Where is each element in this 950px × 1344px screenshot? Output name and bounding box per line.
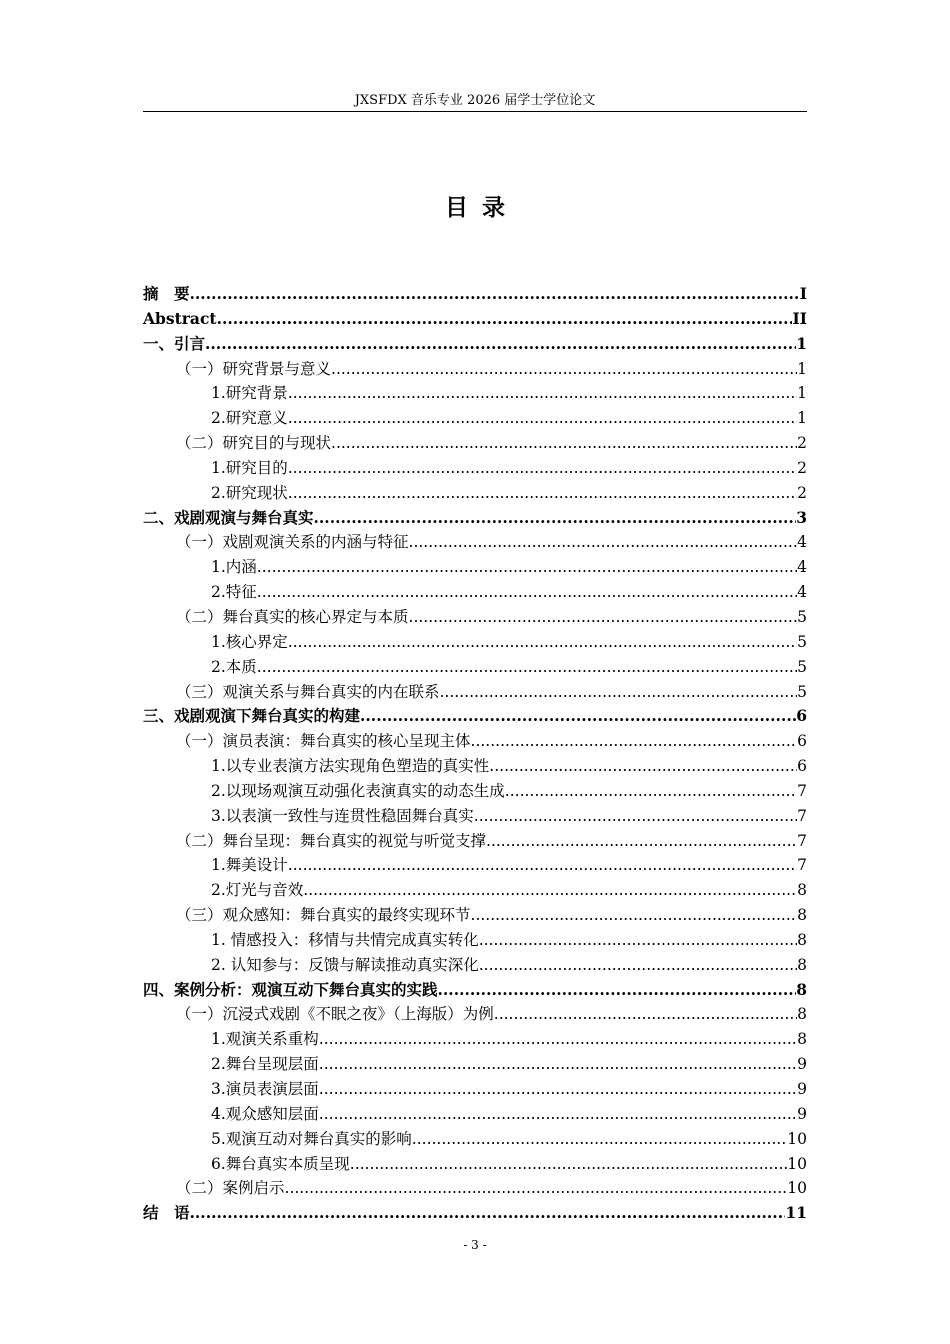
toc-page-number: 10 — [787, 1154, 807, 1173]
toc-dot-leader — [217, 307, 793, 332]
toc-dot-leader — [319, 1052, 797, 1077]
toc-entry[interactable] — [143, 357, 807, 382]
toc-dot-leader — [303, 878, 797, 903]
toc-entry[interactable] — [143, 729, 807, 754]
toc-entry[interactable] — [143, 1127, 807, 1152]
toc-entry[interactable] — [143, 1052, 807, 1077]
toc-page-number: 1 — [796, 333, 807, 353]
toc-entry-text: 3.演员表演层面 — [211, 1080, 319, 1098]
toc-entry-text: 2.研究意义 — [211, 409, 288, 428]
toc-page-number: 2 — [797, 483, 807, 502]
toc-entry[interactable] — [143, 1201, 807, 1226]
toc-entry-text: 摘 要 — [143, 284, 190, 303]
toc-page-number: 6 — [797, 757, 807, 776]
toc-dot-leader — [471, 729, 798, 754]
toc-entry-text: 2. 认知参与：反馈与解读推动真实深化 — [211, 955, 479, 974]
toc-dot-leader — [190, 282, 800, 307]
toc-entry-text: 2.研究现状 — [211, 483, 288, 502]
toc-page-number: 9 — [797, 1055, 807, 1074]
toc-entry-text: 1. 情感投入：移情与共情完成真实转化 — [211, 930, 479, 949]
toc-entry-text: 一、引言 — [143, 333, 206, 353]
toc-entry[interactable] — [143, 530, 807, 555]
toc-entry[interactable] — [143, 605, 807, 630]
toc-entry-text: （一）演员表演：舞台真实的核心呈现主体 — [176, 732, 471, 751]
toc-dot-leader — [474, 804, 797, 829]
toc-page-number: 9 — [797, 1080, 807, 1098]
toc-dot-leader — [479, 928, 797, 953]
toc-dot-leader — [288, 456, 797, 481]
toc-page-number: 1 — [797, 384, 807, 403]
toc-entry-text: 1.舞美设计 — [211, 856, 288, 875]
toc-entry[interactable] — [143, 704, 807, 729]
toc-entry-text: Abstract — [143, 308, 217, 328]
toc-page-number: 4 — [797, 583, 807, 602]
toc-entry[interactable] — [143, 878, 807, 903]
toc-entry[interactable] — [143, 580, 807, 605]
toc-entry[interactable] — [143, 630, 807, 655]
toc-page-number: 10 — [787, 1179, 807, 1198]
toc-dot-leader — [257, 580, 797, 605]
toc-dot-leader — [257, 655, 797, 680]
toc-entry[interactable] — [143, 1176, 807, 1201]
toc-entry[interactable] — [143, 1152, 807, 1177]
toc-page-number: 7 — [797, 781, 807, 800]
toc-page-number: 11 — [785, 1203, 807, 1223]
toc-entry-text: （一）研究背景与意义 — [176, 359, 332, 378]
toc-entry-text: 2.本质 — [211, 657, 257, 676]
toc-entry[interactable] — [143, 804, 807, 829]
toc-page-number: II — [792, 308, 807, 328]
page-header — [143, 93, 807, 112]
toc-page-number: 7 — [797, 856, 807, 875]
toc-dot-leader — [331, 357, 797, 382]
toc-entry-text: （二）研究目的与现状 — [176, 434, 332, 453]
toc-entry-text: 三、戏剧观演下舞台真实的构建 — [143, 706, 361, 726]
toc-entry[interactable] — [143, 928, 807, 953]
toc-page-number: 8 — [797, 881, 807, 900]
toc-dot-leader — [486, 829, 797, 854]
toc-page-number: 8 — [797, 930, 807, 949]
toc-entry-text: （二）舞台呈现：舞台真实的视觉与听觉支撑 — [176, 831, 487, 850]
toc-page-number: I — [799, 284, 807, 303]
toc-page-number: 1 — [797, 409, 807, 428]
toc-dot-leader — [257, 555, 797, 580]
toc-entry-text: 四、案例分析：观演互动下舞台真实的实践 — [143, 979, 438, 999]
toc-entry-text: 3.以表演一致性与连贯性稳固舞台真实 — [211, 806, 474, 825]
toc-page-number: 4 — [797, 533, 807, 552]
toc-entry[interactable] — [143, 431, 807, 456]
toc-page-number: 2 — [797, 434, 807, 453]
toc-dot-leader — [288, 853, 797, 878]
toc-entry[interactable] — [143, 481, 807, 506]
toc-entry-text: 结 语 — [143, 1203, 190, 1223]
toc-page-number: 8 — [797, 1005, 807, 1024]
toc-dot-leader — [440, 680, 798, 705]
page-footer — [0, 1237, 950, 1253]
toc-entry[interactable] — [143, 1002, 807, 1027]
toc-page-number: 7 — [797, 831, 807, 850]
toc-dot-leader — [350, 1152, 787, 1177]
toc-dot-leader — [360, 704, 796, 729]
toc-entry-text: 1.内涵 — [211, 558, 257, 577]
toc-entry-text: 4.观众感知层面 — [211, 1104, 319, 1123]
toc-entry-text: 1.观演关系重构 — [211, 1030, 319, 1049]
toc-entry[interactable] — [143, 978, 807, 1003]
toc-page-number: 9 — [797, 1104, 807, 1123]
toc-page-number: 7 — [797, 806, 807, 825]
toc-entry[interactable] — [143, 1077, 807, 1102]
toc-entry[interactable] — [143, 555, 807, 580]
toc-entry[interactable] — [143, 456, 807, 481]
toc-dot-leader — [288, 481, 797, 506]
toc-entry-text: （三）观演关系与舞台真实的内在联系 — [176, 682, 440, 701]
toc-dot-leader — [190, 1201, 786, 1226]
toc-page-number: 6 — [797, 732, 807, 751]
toc-entry-text: 1.研究背景 — [211, 384, 288, 403]
toc-page-number: 2 — [797, 458, 807, 477]
toc-entry[interactable] — [143, 1102, 807, 1127]
toc-title: 目录 — [445, 195, 519, 221]
toc-page-number: 5 — [797, 657, 807, 676]
toc-entry[interactable] — [143, 381, 807, 406]
toc-dot-leader — [314, 506, 797, 531]
toc-entry[interactable] — [143, 829, 807, 854]
toc-entry-text: 1.以专业表演方法实现角色塑造的真实性 — [211, 757, 490, 776]
toc-dot-leader — [319, 1102, 797, 1127]
toc-entry[interactable] — [143, 953, 807, 978]
toc-entry[interactable] — [143, 779, 807, 804]
toc-entry[interactable] — [143, 282, 807, 307]
toc-entry[interactable] — [143, 853, 807, 878]
toc-page-number: 5 — [797, 632, 807, 651]
toc-dot-leader — [438, 978, 797, 1003]
toc-dot-leader — [288, 381, 797, 406]
toc-dot-leader — [331, 431, 797, 456]
toc-dot-leader — [319, 1027, 797, 1052]
table-of-contents — [143, 282, 807, 1226]
toc-dot-leader — [479, 953, 797, 978]
toc-dot-leader — [409, 530, 798, 555]
toc-entry-text: 5.观演互动对舞台真实的影响 — [211, 1129, 412, 1148]
toc-entry-text: 2.特征 — [211, 583, 257, 602]
toc-entry[interactable] — [143, 903, 807, 928]
toc-dot-leader — [489, 754, 797, 779]
toc-entry-text: （三）观众感知：舞台真实的最终实现环节 — [176, 906, 471, 925]
toc-entry-text: 2.舞台呈现层面 — [211, 1055, 319, 1074]
toc-page-number: 8 — [797, 1030, 807, 1049]
toc-entry-text: 1.研究目的 — [211, 458, 288, 477]
toc-dot-leader — [288, 630, 797, 655]
toc-page-number: 6 — [796, 706, 807, 726]
toc-entry[interactable] — [143, 506, 807, 531]
toc-entry[interactable] — [143, 655, 807, 680]
toc-dot-leader — [409, 605, 798, 630]
toc-entry-text: 2.以现场观演互动强化表演真实的动态生成 — [211, 781, 505, 800]
toc-page-number: 8 — [797, 955, 807, 974]
toc-entry-text: （一）戏剧观演关系的内涵与特征 — [176, 533, 409, 552]
toc-entry-text: 1.核心界定 — [211, 632, 288, 651]
toc-dot-leader — [471, 903, 798, 928]
toc-entry-text: （一）沉浸式戏剧《不眠之夜》（上海版）为例 — [176, 1005, 494, 1024]
toc-page-number: 10 — [787, 1129, 807, 1148]
toc-dot-leader — [412, 1127, 787, 1152]
toc-entry-text: 6.舞台真实本质呈现 — [211, 1154, 350, 1173]
toc-entry-text: （二）舞台真实的核心界定与本质 — [176, 607, 409, 626]
toc-page-number: 4 — [797, 558, 807, 577]
page-number: - 3 - — [463, 1238, 487, 1252]
toc-entry-text: （二）案例启示 — [176, 1179, 285, 1198]
toc-entry[interactable] — [143, 307, 807, 332]
toc-entry-text: 二、戏剧观演与舞台真实 — [143, 507, 314, 527]
toc-entry[interactable] — [143, 680, 807, 705]
toc-dot-leader — [319, 1077, 797, 1102]
toc-dot-leader — [494, 1002, 797, 1027]
toc-page-number: 8 — [796, 979, 807, 999]
toc-entry[interactable] — [143, 754, 807, 779]
toc-entry-text: 2.灯光与音效 — [211, 881, 304, 900]
toc-page-number: 1 — [797, 359, 807, 378]
toc-entry[interactable] — [143, 332, 807, 357]
toc-entry[interactable] — [143, 406, 807, 431]
toc-page-number: 5 — [797, 682, 807, 701]
toc-dot-leader — [285, 1176, 788, 1201]
toc-page-number: 5 — [797, 607, 807, 626]
toc-page-number: 3 — [796, 507, 807, 527]
header-text: JXSFDX 音乐专业 2026 届学士学位论文 — [354, 93, 596, 108]
toc-dot-leader — [288, 406, 797, 431]
toc-entry[interactable] — [143, 1027, 807, 1052]
toc-dot-leader — [205, 332, 796, 357]
toc-page-number: 8 — [797, 906, 807, 925]
toc-dot-leader — [505, 779, 797, 804]
